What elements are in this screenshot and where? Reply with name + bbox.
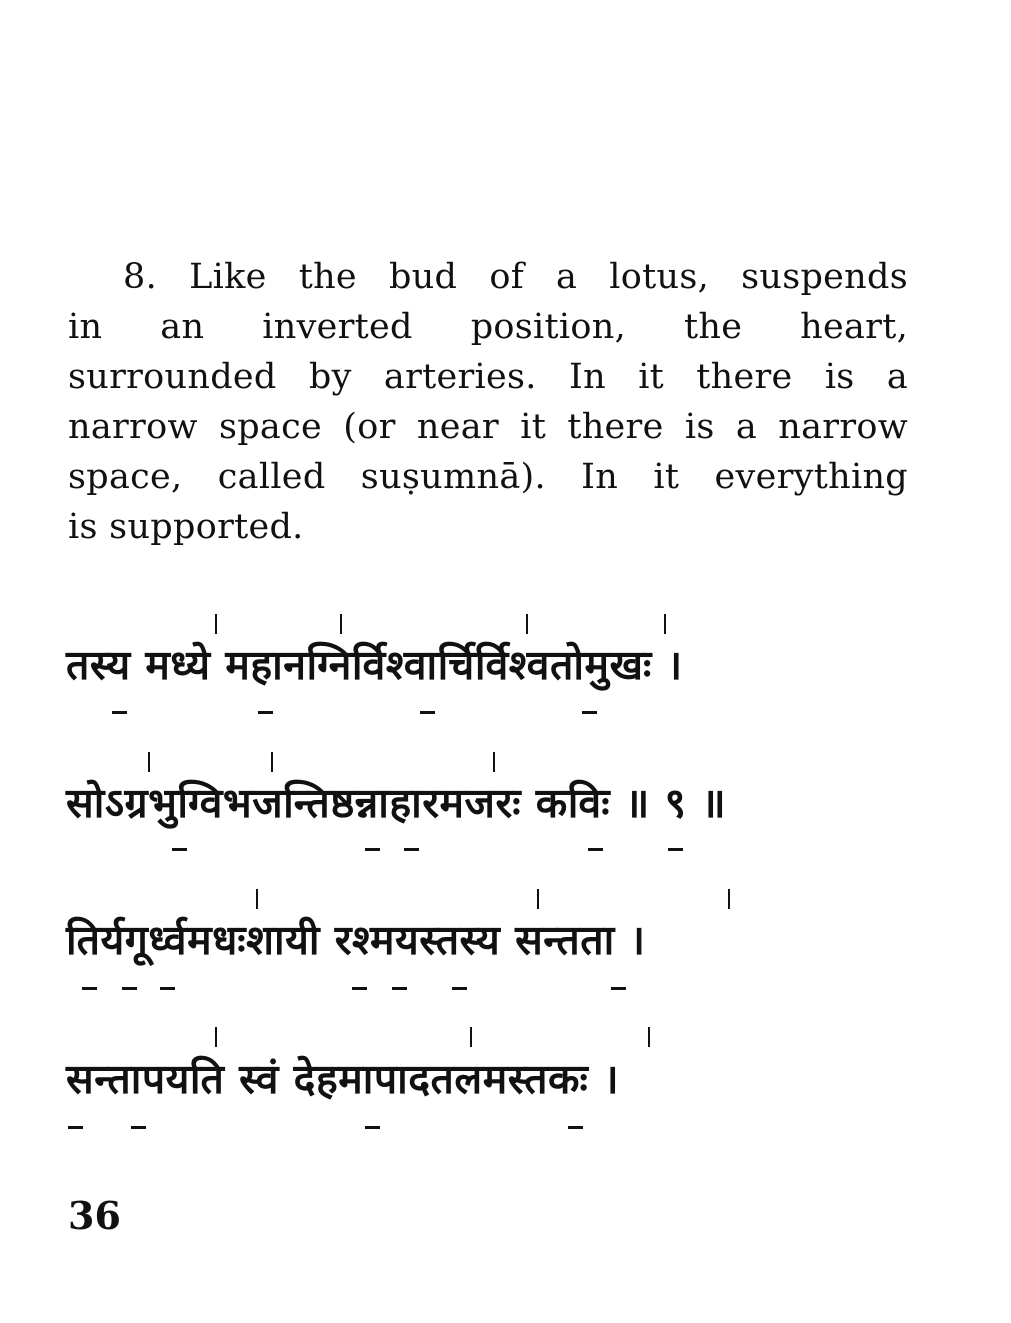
anudatta-accent-mark bbox=[404, 848, 419, 851]
svarita-accent-mark bbox=[470, 1027, 472, 1047]
translation-paragraph bbox=[68, 252, 908, 552]
svarita-accent-mark bbox=[664, 614, 666, 634]
anudatta-accent-mark bbox=[352, 987, 367, 990]
translation-line: surrounded by arteries. In it there is a bbox=[68, 357, 908, 397]
svarita-accent-mark bbox=[148, 752, 150, 772]
svarita-accent-mark bbox=[537, 889, 539, 909]
anudatta-accent-mark bbox=[668, 848, 683, 851]
svarita-accent-mark bbox=[493, 752, 495, 772]
translation-line: 8. Like the bud of a lotus, suspends bbox=[123, 257, 908, 297]
anudatta-accent-mark bbox=[582, 711, 597, 714]
translation-line: space, called suṣumnā). In it everything bbox=[68, 457, 908, 497]
anudatta-accent-mark bbox=[588, 848, 603, 851]
anudatta-accent-mark bbox=[420, 711, 435, 714]
translation-line: is supported. bbox=[68, 507, 304, 547]
anudatta-accent-mark bbox=[365, 848, 380, 851]
anudatta-accent-mark bbox=[112, 711, 127, 714]
svarita-accent-mark bbox=[215, 614, 217, 634]
svarita-accent-mark bbox=[256, 889, 258, 909]
anudatta-accent-mark bbox=[392, 987, 407, 990]
sanskrit-verse-line: तिर्यगूर्ध्वमधःशायी रश्मयस्तस्य सन्तता । bbox=[66, 916, 646, 964]
translation-line: narrow space (or near it there is a narrow bbox=[68, 407, 908, 447]
anudatta-accent-mark bbox=[365, 1126, 380, 1129]
svarita-accent-mark bbox=[215, 1027, 217, 1047]
page-number: 36 bbox=[68, 1193, 121, 1238]
translation-line: in an inverted position, the heart, bbox=[68, 307, 908, 347]
sanskrit-verse-line: सन्तापयति स्वं देहमापादतलमस्तकः । bbox=[66, 1055, 620, 1103]
anudatta-accent-mark bbox=[611, 987, 626, 990]
anudatta-accent-mark bbox=[452, 987, 467, 990]
anudatta-accent-mark bbox=[172, 848, 187, 851]
anudatta-accent-mark bbox=[131, 1126, 146, 1129]
anudatta-accent-mark bbox=[160, 987, 175, 990]
anudatta-accent-mark bbox=[82, 987, 97, 990]
svarita-accent-mark bbox=[728, 889, 730, 909]
anudatta-accent-mark bbox=[122, 987, 137, 990]
anudatta-accent-mark bbox=[258, 711, 273, 714]
svarita-accent-mark bbox=[526, 614, 528, 634]
svarita-accent-mark bbox=[340, 614, 342, 634]
sanskrit-verse-line: तस्य मध्ये महानग्निर्विश्वार्चिर्विश्वतोमुखः । bbox=[66, 641, 683, 689]
svarita-accent-mark bbox=[271, 752, 273, 772]
anudatta-accent-mark bbox=[568, 1126, 583, 1129]
anudatta-accent-mark bbox=[68, 1126, 83, 1129]
sanskrit-verse-line: सोऽग्रभुग्विभजन्तिष्ठन्नाहारमजरः कविः ॥ ९ ॥ bbox=[66, 779, 727, 827]
svarita-accent-mark bbox=[648, 1027, 650, 1047]
